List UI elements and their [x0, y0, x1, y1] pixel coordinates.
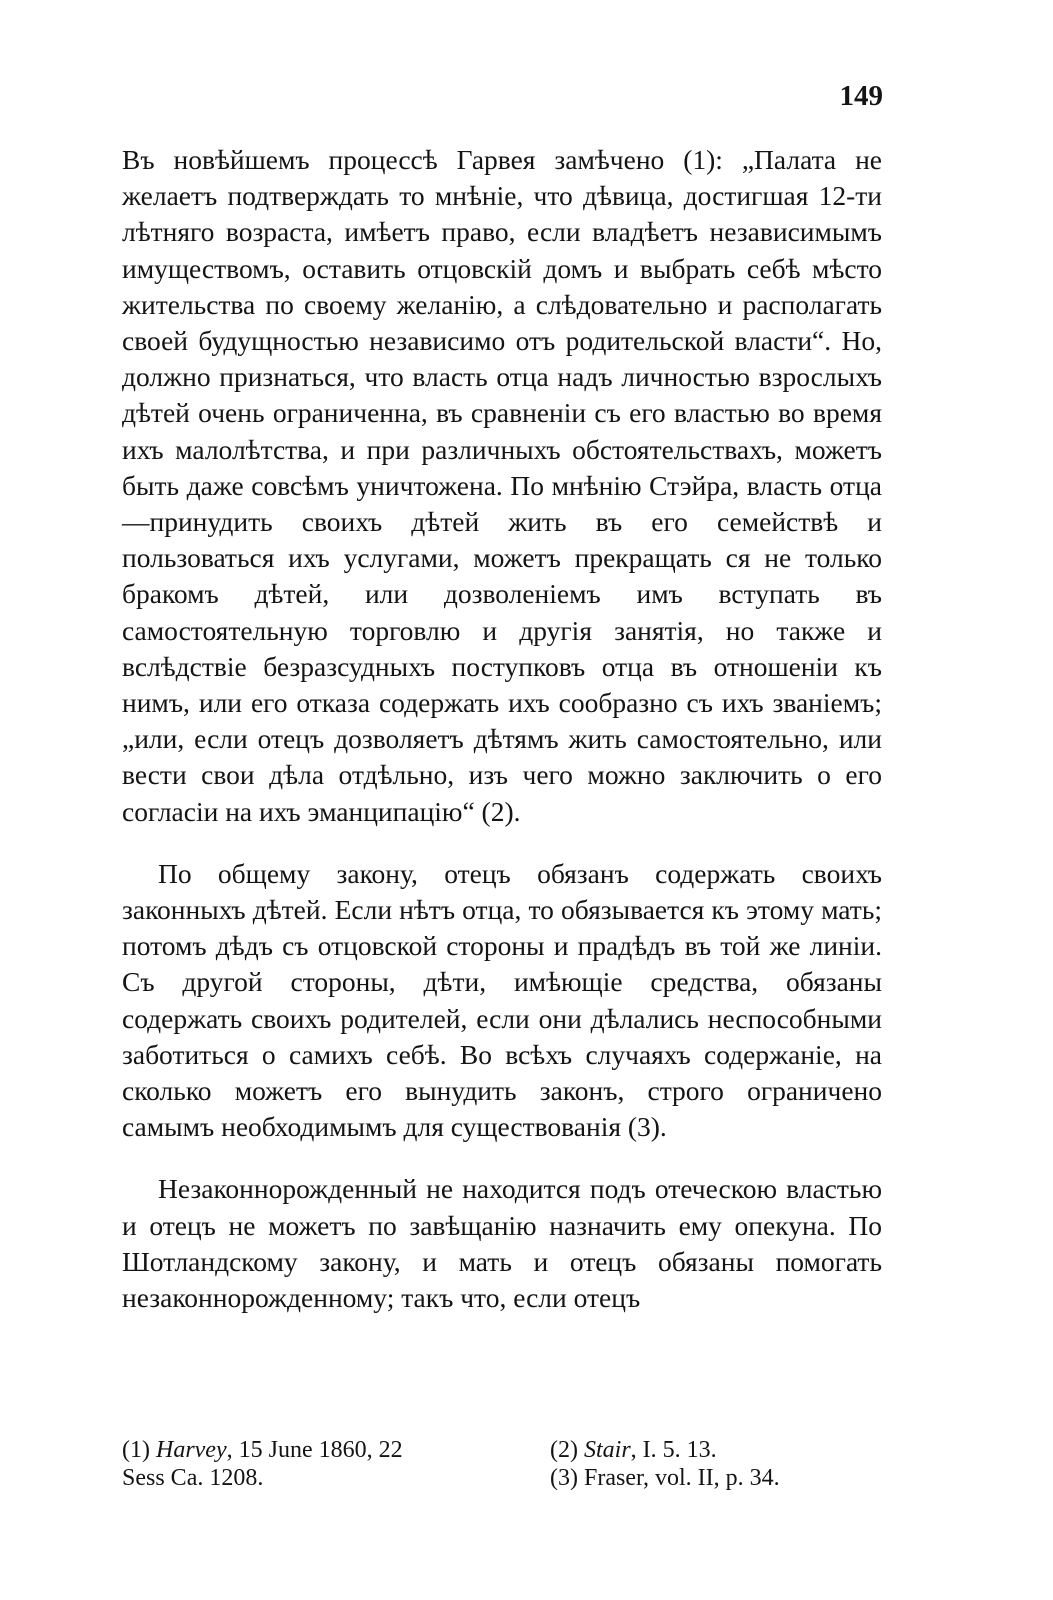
footnote-1-rest: , 15 June 1860, 22	[226, 1437, 403, 1463]
footnote-3: (3) Fraser, vol. II, p. 34.	[550, 1465, 780, 1491]
footnote-2	[550, 1436, 890, 1464]
body-text	[122, 142, 882, 1342]
footnote-1-marker: (1)	[122, 1437, 150, 1463]
paragraph-2: По общему закону, отецъ обязанъ содержать своихъ законныхъ дѣтей. Если нѣтъ отца, то обязывается къ этому мать; потомъ дѣдъ съ отцовской стороны и прадѣдъ въ той же линіи. Съ другой стороны, дѣти, имѣющіе средства, обязаны содержать своихъ родителей, если они дѣлались неспособными заботиться о самихъ себѣ. Во всѣхъ случаяхъ содержаніе, на сколько можетъ его вынудить законъ, строго ограничено самымъ необходимымъ для существованія (3).	[122, 857, 882, 1143]
footnote-2-marker: (2)	[550, 1437, 578, 1463]
footnote-1-line-2: Sess Ca. 1208.	[122, 1465, 264, 1491]
footnote-2-name: Stair	[583, 1437, 631, 1463]
paragraph-3: Незаконнорожденный не находится подъ отеческою властью и отецъ не можетъ по завѣщанію назначить ему опекуна. По Шотландскому закону, и мать и отецъ обязаны помогать незаконнорожденному; такъ что, если отецъ	[122, 1173, 882, 1314]
footnote-1-name: Harvey	[155, 1437, 227, 1463]
page-number: 149	[839, 80, 883, 112]
paragraph-1: Въ новѣйшемъ процессѣ Гарвея замѣчено (1): „Палата не желаетъ подтверждать то мнѣніе, что дѣвица, достигшая 12-ти лѣтняго возраста, имѣетъ право, если владѣетъ независимымъ имуществомъ, оставить отцовскій домъ и выбрать себѣ мѣсто жительства по своему желанію, а слѣдовательно и располагать своей будущностью независимо отъ родительской власти“. Но, должно признаться, что власть отца надъ личностью взрослыхъ дѣтей очень ограниченна, въ сравненіи съ его властью во время ихъ малолѣтства, и при различныхъ обстоятельствахъ, можетъ быть даже совсѣмъ уничтожена. По мнѣнію Стэйра, власть отца—принудить своихъ дѣтей жить въ его семействѣ и пользоваться ихъ услугами, можетъ прекращать ся не только бракомъ дѣтей, или дозволеніемъ имъ вступать въ самостоятельную торговлю и другія занятія, но также и вслѣдствіе безразсудныхъ поступковъ отца въ отношеніи къ нимъ, или его отказа содержать ихъ сообразно съ ихъ званіемъ; „или, если отецъ дозволяетъ дѣтямъ жить самостоятельно, или вести свои дѣла отдѣльно, изъ чего можно заключить о его согласіи на ихъ эманципацію“ (2).	[122, 144, 882, 827]
footnote-1-line-1	[122, 1436, 522, 1464]
footnotes-right-column	[550, 1436, 890, 1492]
footnote-1	[122, 1436, 522, 1492]
footnote-2-rest: , I. 5. 13.	[630, 1437, 717, 1463]
